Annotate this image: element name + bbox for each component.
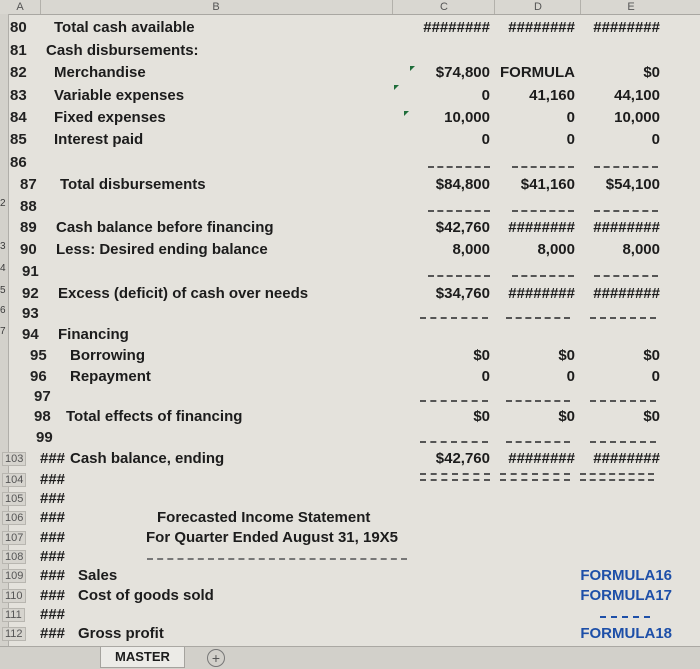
row-label: Fixed expenses — [54, 109, 166, 126]
underline-c — [428, 210, 490, 212]
cell-e[interactable]: 8,000 — [622, 241, 660, 258]
row-number[interactable]: 105 — [2, 492, 26, 506]
cell-e[interactable]: FORMULA16 — [580, 567, 672, 584]
cell-e[interactable]: ######## — [593, 19, 660, 36]
column-header-b[interactable]: B — [40, 0, 391, 14]
cell-c[interactable]: 0 — [481, 131, 490, 148]
column-a-overflow[interactable]: ### — [40, 450, 66, 467]
row-103 — [0, 450, 700, 472]
row-95 — [0, 347, 700, 369]
underline-e — [594, 166, 658, 168]
row-109 — [0, 567, 700, 589]
cell-e[interactable]: 44,100 — [614, 87, 660, 104]
cell-e[interactable]: ######## — [593, 450, 660, 467]
cell-e[interactable]: ######## — [593, 219, 660, 236]
row-label: Cash balance before financing — [56, 219, 274, 236]
gutter-row-number: 7 — [0, 326, 6, 337]
row-number[interactable]: 84 — [10, 109, 27, 126]
row-label: Excess (deficit) of cash over needs — [58, 285, 309, 302]
row-label: Sales — [78, 567, 118, 584]
column-a-overflow[interactable]: ### — [40, 567, 66, 584]
cell-c[interactable]: $84,800 — [435, 176, 490, 193]
underline-e — [600, 616, 650, 618]
row-84 — [0, 109, 700, 131]
cell-d[interactable]: ######## — [508, 219, 575, 236]
cell-d[interactable]: 0 — [566, 368, 575, 385]
underline-c — [420, 317, 488, 319]
row-number[interactable]: 83 — [10, 87, 27, 104]
cell-e[interactable]: 0 — [651, 131, 660, 148]
row-number[interactable]: 80 — [10, 19, 27, 36]
row-89 — [0, 219, 700, 241]
error-indicator-icon[interactable] — [394, 85, 399, 90]
cell-d[interactable]: FORMULA — [500, 64, 575, 81]
cell-c[interactable]: $34,760 — [435, 285, 490, 302]
row-91 — [0, 263, 700, 285]
row-94 — [0, 326, 700, 348]
gutter-row-number: 5 — [0, 285, 6, 296]
row-label: Less: Desired ending balance — [56, 241, 268, 258]
column-header-e[interactable]: E — [580, 0, 681, 14]
row-88 — [0, 198, 700, 220]
cell-e[interactable]: $0 — [643, 347, 660, 364]
row-99 — [0, 429, 700, 451]
row-number[interactable]: 106 — [2, 511, 26, 525]
row-number[interactable]: 94 — [22, 326, 39, 343]
cell-d[interactable]: 41,160 — [529, 87, 575, 104]
row-number[interactable]: 111 — [2, 608, 25, 622]
underline-c — [420, 441, 488, 443]
income-statement-title: Forecasted Income Statement — [157, 509, 371, 526]
row-87 — [0, 176, 700, 198]
cell-e[interactable]: 0 — [651, 368, 660, 385]
gutter-row-number: 4 — [0, 263, 6, 274]
column-header-c[interactable]: C — [392, 0, 495, 14]
row-85 — [0, 131, 700, 153]
row-82 — [0, 64, 700, 86]
row-number[interactable]: 108 — [2, 550, 26, 564]
cell-c[interactable]: 8,000 — [452, 241, 490, 258]
cell-d[interactable]: 0 — [566, 109, 575, 126]
cell-e[interactable]: $0 — [643, 408, 660, 425]
row-93 — [0, 305, 700, 327]
gutter-row-number: 6 — [0, 305, 6, 316]
row-96 — [0, 368, 700, 390]
underline-e — [590, 317, 656, 319]
cell-c[interactable]: ######## — [423, 19, 490, 36]
underline-d — [506, 441, 570, 443]
cell-c[interactable]: $42,760 — [435, 219, 490, 236]
row-label: Financing — [58, 326, 129, 343]
row-number[interactable]: 98 — [34, 408, 51, 425]
cell-d[interactable]: 8,000 — [537, 241, 575, 258]
row-86 — [0, 154, 700, 176]
column-a-overflow[interactable]: ### — [40, 471, 66, 488]
row-number[interactable]: 95 — [30, 347, 47, 364]
cell-d[interactable]: $0 — [558, 408, 575, 425]
cell-c[interactable]: $42,760 — [435, 450, 490, 467]
underline-d — [506, 400, 570, 402]
row-label: Gross profit — [78, 625, 164, 642]
row-number[interactable]: 99 — [36, 429, 53, 446]
column-a-overflow[interactable]: ### — [40, 606, 66, 623]
underline-e — [594, 210, 658, 212]
column-header-d[interactable]: D — [494, 0, 581, 14]
underline-e — [594, 275, 658, 277]
error-indicator-icon[interactable] — [410, 66, 415, 71]
row-number[interactable]: 109 — [2, 569, 26, 583]
cell-d[interactable]: $0 — [558, 347, 575, 364]
cell-d[interactable]: $41,160 — [520, 176, 575, 193]
cell-e[interactable]: FORMULA17 — [580, 587, 672, 604]
sheet-tab-bar — [0, 646, 700, 669]
underline-d — [506, 317, 570, 319]
row-number[interactable]: 93 — [22, 305, 39, 322]
cell-d[interactable]: 0 — [566, 131, 575, 148]
column-a-overflow[interactable]: ### — [40, 587, 66, 604]
row-label: Cash disbursements: — [46, 42, 199, 59]
cell-e[interactable]: $54,100 — [605, 176, 660, 193]
row-80 — [0, 19, 700, 41]
underline-d — [512, 166, 574, 168]
row-81 — [0, 42, 700, 64]
row-number[interactable]: 97 — [34, 388, 51, 405]
row-number[interactable]: 107 — [2, 531, 26, 545]
cell-d[interactable]: ######## — [508, 285, 575, 302]
row-number[interactable]: 92 — [22, 285, 39, 302]
row-number[interactable]: 81 — [10, 42, 27, 59]
row-label: Total cash available — [54, 19, 195, 36]
cell-c[interactable]: 0 — [481, 368, 490, 385]
column-a-overflow[interactable]: ### — [40, 509, 66, 526]
row-112 — [0, 625, 700, 647]
cell-e[interactable]: ######## — [593, 285, 660, 302]
underline-d — [512, 210, 574, 212]
row-98 — [0, 408, 700, 430]
error-indicator-icon[interactable] — [404, 111, 409, 116]
cell-c[interactable]: 0 — [481, 87, 490, 104]
row-label: Merchandise — [54, 64, 146, 81]
cell-c[interactable]: $74,800 — [435, 64, 490, 81]
row-106 — [0, 509, 700, 531]
row-label: Cash balance, ending — [70, 450, 225, 467]
row-number[interactable]: 110 — [2, 589, 26, 603]
underline-c — [428, 275, 490, 277]
cell-c[interactable]: 10,000 — [444, 109, 490, 126]
row-97 — [0, 388, 700, 410]
row-number[interactable]: 112 — [2, 627, 26, 641]
row-number[interactable]: 91 — [22, 263, 39, 280]
cell-d[interactable]: ######## — [508, 19, 575, 36]
row-number[interactable]: 87 — [20, 176, 37, 193]
row-number[interactable]: 89 — [20, 219, 37, 236]
row-number[interactable]: 88 — [20, 198, 37, 215]
underline-c — [420, 400, 488, 402]
row-label: Interest paid — [54, 131, 144, 148]
cell-e[interactable]: 10,000 — [614, 109, 660, 126]
column-a-overflow[interactable]: ### — [40, 490, 66, 507]
row-label: Variable expenses — [54, 87, 185, 104]
income-statement-subtitle: For Quarter Ended August 31, 19X5 — [146, 529, 399, 546]
row-83 — [0, 87, 700, 109]
row-number[interactable]: 85 — [10, 131, 27, 148]
column-header-a[interactable]: A — [16, 1, 24, 13]
row-92 — [0, 285, 700, 307]
cell-c[interactable]: $0 — [473, 408, 490, 425]
gutter-row-number: 3 — [0, 241, 6, 252]
column-header-bar — [0, 0, 700, 15]
row-label: Borrowing — [70, 347, 145, 364]
row-number[interactable]: 90 — [20, 241, 37, 258]
row-label: Repayment — [70, 368, 151, 385]
row-number[interactable]: 104 — [2, 473, 26, 487]
underline-e — [590, 400, 656, 402]
row-number[interactable]: 103 — [2, 452, 26, 466]
cell-e[interactable]: $0 — [643, 64, 660, 81]
cell-e[interactable]: FORMULA18 — [580, 625, 672, 642]
row-number[interactable]: 82 — [10, 64, 27, 81]
underline-d — [512, 275, 574, 277]
row-number[interactable]: 96 — [30, 368, 47, 385]
row-label: Total disbursements — [60, 176, 206, 193]
column-a-overflow[interactable]: ### — [40, 529, 66, 546]
row-label: Total effects of financing — [66, 408, 243, 425]
underline-c — [428, 166, 490, 168]
underline-e — [590, 441, 656, 443]
row-90 — [0, 241, 700, 263]
gutter-row-number: 2 — [0, 198, 6, 209]
column-a-overflow[interactable]: ### — [40, 625, 66, 642]
add-sheet-icon[interactable]: + — [207, 649, 225, 667]
cell-c[interactable]: $0 — [473, 347, 490, 364]
row-number[interactable]: 86 — [10, 154, 27, 171]
sheet-tab-master[interactable]: MASTER — [100, 647, 185, 668]
cell-d[interactable]: ######## — [508, 450, 575, 467]
column-a-overflow[interactable]: ### — [40, 548, 66, 565]
row-label: Cost of goods sold — [78, 587, 214, 604]
